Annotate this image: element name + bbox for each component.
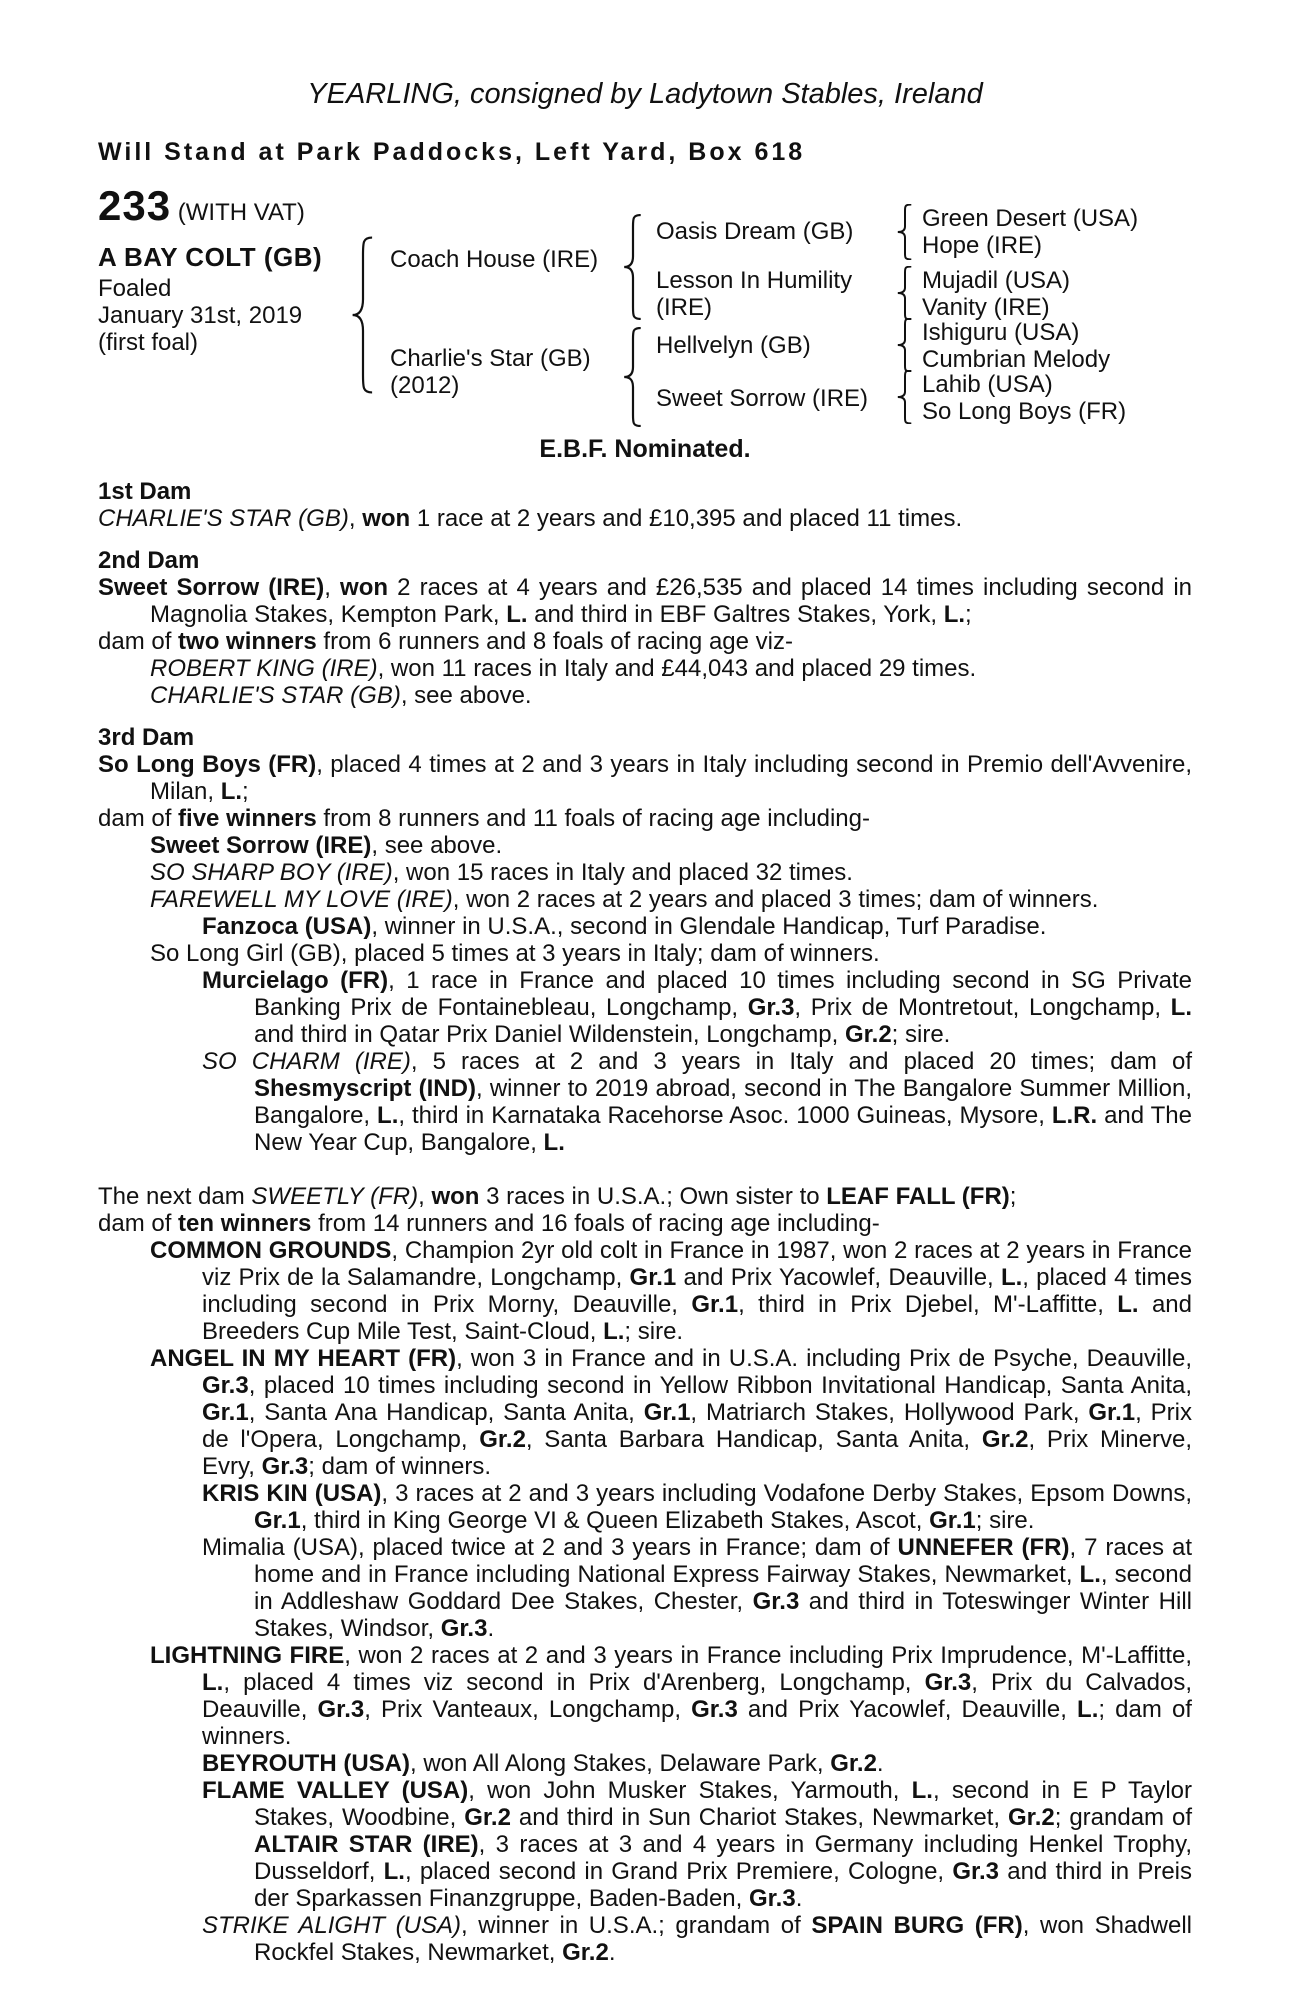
emphasis-text: Sweet Sorrow (IRE) [150, 832, 372, 859]
emphasis-text: L. [383, 1858, 405, 1885]
body-text: . [487, 1615, 495, 1642]
body-text: ; sire. [891, 1021, 951, 1048]
body-text: dam of [98, 628, 179, 655]
emphasis-text: Sweet Sorrow (IRE) [98, 574, 325, 601]
emphasis-text: Gr.1 [643, 1399, 691, 1426]
emphasis-text: Gr.2 [479, 1426, 526, 1453]
emphasis-text: Gr.1 [254, 1507, 301, 1534]
emphasis-text: L. [911, 1777, 933, 1804]
catalog-paragraph [98, 967, 1192, 1048]
catalog-sections [98, 478, 1192, 1966]
catalog-paragraph [98, 682, 1192, 709]
body-text: , [348, 505, 363, 532]
emphasis-text: Gr.2 [562, 1939, 609, 1966]
body-text: So Long Girl (GB), placed 5 times at 3 years in Italy; dam of winners. [150, 940, 880, 967]
catalog-paragraph [98, 1183, 1192, 1210]
body-text: ; dam of winners. [202, 1696, 1192, 1750]
emphasis-text: LEAF FALL (FR) [826, 1183, 1010, 1210]
catalog-paragraph [98, 1642, 1192, 1750]
sire-dam-dam: Vanity (IRE) [922, 294, 1050, 321]
emphasis-text: KRIS KIN (USA) [202, 1480, 382, 1507]
body-text: Mimalia (USA), placed twice at 2 and 3 years in France; dam of [202, 1534, 898, 1561]
body-text: and third in Toteswinger Winter Hill Stakes, Windsor, [254, 1588, 1192, 1642]
body-text: , winner in U.S.A., second in Glendale Handicap, Turf Paradise. [371, 913, 1047, 940]
dam-sire-sire: Ishiguru (USA) [922, 319, 1080, 346]
body-text: ; dam of winners. [308, 1453, 492, 1480]
body-text: ; sire. [975, 1507, 1035, 1534]
lot-number: 233 [98, 182, 172, 229]
body-text: , second in Addleshaw Goddard Dee Stakes, Chester, [254, 1561, 1192, 1615]
emphasis-text: Gr.3 [261, 1453, 309, 1480]
body-text: . [608, 1939, 616, 1966]
pedigree-brace-gg2 [896, 266, 914, 320]
body-text: , placed 10 times including second in Yellow Ribbon Invitational Handicap, Santa Anita, [248, 1372, 1192, 1399]
body-text: and The New Year Cup, Bangalore, [254, 1102, 1192, 1156]
body-text: , 7 races at home and in France including National Express Fairway Stakes, Newmarket, [254, 1534, 1192, 1588]
body-text: , winner in U.S.A.; grandam of [461, 1912, 812, 1939]
emphasis-text: won [340, 574, 389, 601]
body-text: ; [242, 778, 249, 805]
sire-grandparents-2 [922, 267, 1070, 321]
body-text: ; [1009, 1183, 1017, 1210]
catalog-paragraph [98, 913, 1192, 940]
emphasis-text: ANGEL IN MY HEART (FR) [150, 1345, 457, 1372]
catalog-paragraph [98, 1048, 1192, 1156]
body-text: , third in Prix Djebel, M'-Laffitte, [738, 1291, 1118, 1318]
emphasis-text: Gr.3 [924, 1669, 972, 1696]
catalog-paragraph [98, 505, 1192, 532]
pedigree-brace-gg3 [896, 318, 914, 372]
catalog-paragraph [98, 574, 1192, 628]
dam-year: (2012) [390, 372, 460, 399]
lot-number-line [98, 182, 305, 229]
emphasis-text: L. [220, 778, 243, 805]
horse-name-italic: SO CHARM (IRE) [202, 1048, 411, 1075]
catalog-paragraph [98, 1912, 1192, 1966]
dam-grandparents-1 [922, 319, 1110, 373]
foaled-label: Foaled [98, 275, 172, 302]
body-text: , Prix de l'Opera, Longchamp, [202, 1399, 1192, 1453]
emphasis-text: COMMON GROUNDS [150, 1237, 392, 1264]
emphasis-text: Gr.2 [1008, 1804, 1055, 1831]
lot-description: A BAY COLT (GB) [98, 242, 323, 272]
body-text: , 3 races at 3 and 4 years in Germany including Henkel Trophy, Dusseldorf, [254, 1831, 1192, 1885]
dam-section [98, 547, 1192, 709]
body-text: , won 11 races in Italy and £44,043 and placed 29 times. [377, 655, 977, 682]
body-text: and Prix Yacowlef, Deauville, [676, 1264, 1001, 1291]
body-text: , placed 4 times including second in Prix Morny, Deauville, [202, 1264, 1193, 1318]
body-text: , 1 race in France and placed 10 times including second in SG Private Banking Prix de Fontainebleau, Longchamp, [254, 967, 1192, 1021]
stand-location-line: Will Stand at Park Paddocks, Left Yard, Box 618 [98, 138, 806, 166]
body-text: and third in Preis der Sparkassen Finanzgruppe, Baden-Baden, [254, 1858, 1192, 1912]
emphasis-text: Gr.1 [691, 1291, 739, 1318]
sire-sire-sire: Green Desert (USA) [922, 205, 1139, 232]
catalog-paragraph [98, 628, 1192, 655]
body-text: , [418, 1183, 432, 1210]
body-text: , won John Musker Stakes, Yarmouth, [468, 1777, 912, 1804]
dam-dam-name: Sweet Sorrow (IRE) [656, 385, 869, 412]
emphasis-text: L. [506, 601, 528, 628]
emphasis-text: Gr.3 [202, 1372, 249, 1399]
body-text: and third in Sun Chariot Stakes, Newmarket, [510, 1804, 1009, 1831]
catalog-paragraph [98, 655, 1192, 682]
body-text: , Prix du Calvados, Deauville, [202, 1669, 1193, 1723]
emphasis-text: UNNEFER (FR) [897, 1534, 1070, 1561]
body-text: and Prix Yacowlef, Deauville, [737, 1696, 1078, 1723]
horse-name-italic: CHARLIE'S STAR (GB) [98, 505, 349, 532]
body-text: , Prix Vanteaux, Longchamp, [364, 1696, 692, 1723]
emphasis-text: ALTAIR STAR (IRE) [254, 1831, 479, 1858]
body-text: 3 races in U.S.A.; Own sister to [479, 1183, 827, 1210]
sire-sire-dam: Hope (IRE) [922, 232, 1043, 259]
body-text: from 14 runners and 16 foals of racing age including- [311, 1210, 880, 1237]
dam-section [98, 724, 1192, 1156]
body-text: , Prix de Montretout, Longchamp, [794, 994, 1171, 1021]
emphasis-text: Gr.3 [952, 1858, 1000, 1885]
emphasis-text: Shesmyscript (IND) [254, 1075, 476, 1102]
body-text: and Breeders Cup Mile Test, Saint-Cloud, [202, 1291, 1192, 1345]
emphasis-text: Murcielago (FR) [202, 967, 389, 994]
pedigree-brace-main [350, 236, 376, 394]
body-text: The next dam [98, 1183, 252, 1210]
pedigree-brace-gg4 [896, 370, 914, 424]
sire-sire-name: Oasis Dream (GB) [656, 218, 854, 245]
emphasis-text: LIGHTNING FIRE [150, 1642, 345, 1669]
body-text: from 8 runners and 11 foals of racing age including- [316, 805, 870, 832]
dam-sire-dam: Cumbrian Melody [922, 346, 1111, 373]
body-text: , third in Karnataka Racehorse Asoc. 1000 Guineas, Mysore, [398, 1102, 1052, 1129]
catalog-paragraph [98, 1237, 1192, 1345]
body-text: dam of [98, 1210, 179, 1237]
dam-name-block [390, 345, 591, 399]
body-text: ; [965, 601, 972, 628]
page-content [98, 0, 1192, 1966]
emphasis-text: Fanzoca (USA) [202, 913, 372, 940]
emphasis-text: L. [603, 1318, 625, 1345]
emphasis-text: FLAME VALLEY (USA) [202, 1777, 469, 1804]
horse-name-italic: SWEETLY (FR) [251, 1183, 419, 1210]
body-text: and third in Qatar Prix Daniel Wildenstein, Longchamp, [254, 1021, 845, 1048]
body-text: dam of [98, 805, 179, 832]
dam-dam-sire: Lahib (USA) [922, 371, 1053, 398]
emphasis-text: Gr.2 [830, 1750, 877, 1777]
emphasis-text: L. [543, 1129, 565, 1156]
body-text: 2 races at 4 years and £26,535 and placed 14 times including second in Magnolia Stakes, Kempton Park, [150, 574, 1192, 628]
body-text: , 5 races at 2 and 3 years in Italy and placed 20 times; dam of [410, 1048, 1193, 1075]
emphasis-text: Gr.3 [440, 1615, 488, 1642]
emphasis-text: L.R. [1051, 1102, 1098, 1129]
catalog-paragraph [98, 1534, 1192, 1642]
body-text: , see above. [400, 682, 532, 709]
ebf-nominated-line: E.B.F. Nominated. [539, 435, 751, 463]
body-text: , placed 4 times viz second in Prix d'Arenberg, Longchamp, [223, 1669, 925, 1696]
emphasis-text: Gr.3 [747, 994, 795, 1021]
dam-sire-name: Hellvelyn (GB) [656, 332, 811, 359]
emphasis-text: Gr.1 [929, 1507, 976, 1534]
catalog-paragraph [98, 1750, 1192, 1777]
dam-section-heading: 2nd Dam [98, 547, 200, 574]
dam-grandparents-2 [922, 371, 1126, 425]
emphasis-text: ten winners [178, 1210, 312, 1237]
emphasis-text: So Long Boys (FR) [98, 751, 317, 778]
vat-note: (WITH VAT) [177, 199, 305, 226]
emphasis-text: won [431, 1183, 480, 1210]
body-text: and third in EBF Galtres Stakes, York, [527, 601, 944, 628]
body-text: , second in E P Taylor Stakes, Woodbine, [254, 1777, 1193, 1831]
body-text: ; grandam of [1054, 1804, 1193, 1831]
emphasis-text: Gr.2 [981, 1426, 1029, 1453]
sire-dam-name: Lesson In Humility (IRE) [656, 267, 853, 321]
body-text: , won All Along Stakes, Delaware Park, [410, 1750, 831, 1777]
emphasis-text: Gr.2 [844, 1021, 892, 1048]
catalog-paragraph [98, 940, 1192, 967]
catalog-paragraph [98, 859, 1192, 886]
emphasis-text: L. [1170, 994, 1192, 1021]
emphasis-text: Gr.3 [752, 1588, 800, 1615]
pedigree-brace-sire [622, 214, 644, 320]
dam-section [98, 1183, 1192, 1966]
catalog-paragraph [98, 1480, 1192, 1534]
emphasis-text: SPAIN BURG (FR) [811, 1912, 1023, 1939]
catalog-paragraph [98, 805, 1192, 832]
emphasis-text: Gr.1 [202, 1399, 249, 1426]
body-text: . [876, 1750, 884, 1777]
body-text: , winner to 2019 abroad, second in The Bangalore Summer Million, Bangalore, [254, 1075, 1193, 1129]
sire-dam-sire: Mujadil (USA) [922, 267, 1071, 294]
emphasis-text: L. [1079, 1561, 1101, 1588]
body-text: , third in King George VI & Queen Elizabeth Stakes, Ascot, [300, 1507, 930, 1534]
foaled-date: January 31st, 2019 [98, 302, 303, 329]
emphasis-text: L. [1000, 1264, 1023, 1291]
body-text: , won 2 races at 2 and 3 years in France including Prix Imprudence, M'-Laffitte, [344, 1642, 1193, 1669]
body-text: , won Shadwell Rockfel Stakes, Newmarket, [254, 1912, 1193, 1966]
body-text: , placed second in Grand Prix Premiere, Cologne, [404, 1858, 953, 1885]
emphasis-text: two winners [178, 628, 317, 655]
dam-section [98, 478, 1192, 532]
catalog-paragraph [98, 1345, 1192, 1480]
dam-name: Charlie's Star (GB) [390, 345, 591, 372]
body-text: , placed 4 times at 2 and 3 years in Italy including second in Premio dell'Avvenire, Milan, [150, 751, 1192, 805]
body-text: , won 2 races at 2 years and placed 3 times; dam of winners. [452, 886, 1099, 913]
sire-name: Coach House (IRE) [390, 246, 599, 273]
body-text: , Prix Minerve, Evry, [202, 1426, 1192, 1480]
body-text: ; sire. [624, 1318, 684, 1345]
catalog-paragraph [98, 1210, 1192, 1237]
pedigree-block [98, 180, 1192, 430]
horse-name-italic: CHARLIE'S STAR (GB) [150, 682, 401, 709]
dam-section-heading: 1st Dam [98, 478, 192, 505]
emphasis-text: Gr.1 [629, 1264, 677, 1291]
horse-name-italic: STRIKE ALIGHT (USA) [202, 1912, 461, 1939]
consignor-line: YEARLING, consigned by Ladytown Stables, Ireland [307, 78, 983, 110]
emphasis-text: Gr.2 [464, 1804, 511, 1831]
catalog-paragraph [98, 886, 1192, 913]
horse-name-italic: FAREWELL MY LOVE (IRE) [150, 886, 453, 913]
emphasis-text: BEYROUTH (USA) [202, 1750, 410, 1777]
horse-name-italic: ROBERT KING (IRE) [150, 655, 378, 682]
body-text: , 3 races at 2 and 3 years including Vodafone Derby Stakes, Epsom Downs, [381, 1480, 1192, 1507]
catalog-paragraph [98, 751, 1192, 805]
catalog-paragraph [98, 832, 1192, 859]
emphasis-text: L. [202, 1669, 224, 1696]
dam-dam-dam: So Long Boys (FR) [922, 398, 1127, 425]
body-text: , Santa Barbara Handicap, Santa Anita, [525, 1426, 982, 1453]
body-text: , see above. [371, 832, 503, 859]
dam-section-heading: 3rd Dam [98, 724, 195, 751]
emphasis-text: L. [377, 1102, 399, 1129]
emphasis-text: Gr.3 [749, 1885, 796, 1912]
body-text: , Champion 2yr old colt in France in 1987, won 2 races at 2 years in France viz Prix de la Salamandre, Longchamp, [202, 1237, 1192, 1291]
pedigree-brace-dam [622, 327, 644, 427]
emphasis-text: Gr.3 [317, 1696, 365, 1723]
emphasis-text: L. [1077, 1696, 1099, 1723]
pedigree-brace-gg1 [896, 204, 914, 260]
emphasis-text: Gr.3 [691, 1696, 738, 1723]
horse-name-italic: SO SHARP BOY (IRE) [150, 859, 393, 886]
body-text: , [324, 574, 341, 601]
body-text: 1 race at 2 years and £10,395 and placed 11 times. [410, 505, 963, 532]
body-text: , Matriarch Stakes, Hollywood Park, [690, 1399, 1089, 1426]
body-text: , Santa Ana Handicap, Santa Anita, [248, 1399, 644, 1426]
emphasis-text: won [362, 505, 411, 532]
emphasis-text: L. [943, 601, 966, 628]
sire-grandparents-1 [922, 205, 1138, 259]
emphasis-text: L. [1117, 1291, 1139, 1318]
body-text: , won 15 races in Italy and placed 32 times. [392, 859, 853, 886]
body-text: . [795, 1885, 803, 1912]
emphasis-text: five winners [178, 805, 317, 832]
body-text: , won 3 in France and in U.S.A. including Prix de Psyche, Deauville, [456, 1345, 1192, 1372]
foal-note: (first foal) [98, 329, 199, 356]
body-text: from 6 runners and 8 foals of racing age viz- [316, 628, 793, 655]
emphasis-text: Gr.1 [1088, 1399, 1136, 1426]
catalog-paragraph [98, 1777, 1192, 1912]
